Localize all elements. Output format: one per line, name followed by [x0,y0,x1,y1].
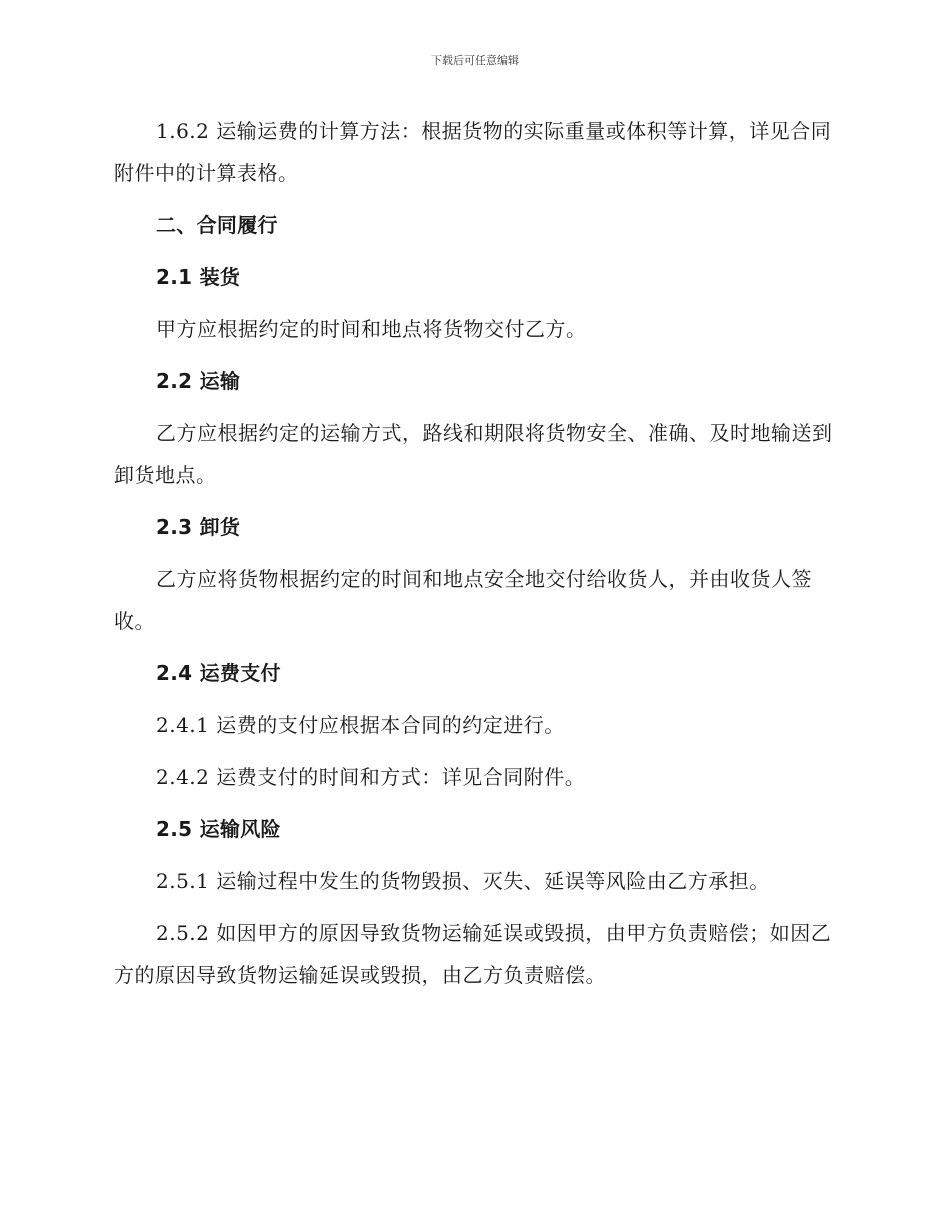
paragraph-2-4-2: 2.4.2 运费支付的时间和方式：详见合同附件。 [156,765,586,789]
paragraph-1-6-2: 1.6.2 运输运费的计算方法：根据货物的实际重量或体积等计算，详见合同附件中的计算表格。 [114,119,832,185]
document-body [114,110,834,996]
paragraph-2-4-1: 2.4.1 运费的支付应根据本合同的约定进行。 [156,713,565,737]
paragraph-2-5-1: 2.5.1 运输过程中发生的货物毁损、灭失、延误等风险由乙方承担。 [156,869,770,893]
heading-2-3-unloading: 2.3 卸货 [156,515,241,539]
section-heading-contract-performance: 二、合同履行 [156,213,278,237]
paragraph-2-2: 乙方应根据约定的运输方式，路线和期限将货物安全、准确、及时地输送到卸货地点。 [114,421,833,487]
heading-2-4-freight-payment: 2.4 运费支付 [156,661,281,685]
page-header: 下载后可任意编辑 [431,54,519,67]
heading-2-1-loading: 2.1 装货 [156,265,241,289]
paragraph-2-3: 乙方应将货物根据约定的时间和地点安全地交付给收货人，并由收货人签收。 [114,567,812,633]
heading-2-5-transport-risk: 2.5 运输风险 [156,817,281,841]
heading-2-2-transport: 2.2 运输 [156,369,241,393]
paragraph-2-5-2: 2.5.2 如因甲方的原因导致货物运输延误或毁损，由甲方负责赔偿；如因乙方的原因导致货物运输延误或毁损，由乙方负责赔偿。 [114,921,832,987]
paragraph-2-1: 甲方应根据约定的时间和地点将货物交付乙方。 [156,317,587,341]
